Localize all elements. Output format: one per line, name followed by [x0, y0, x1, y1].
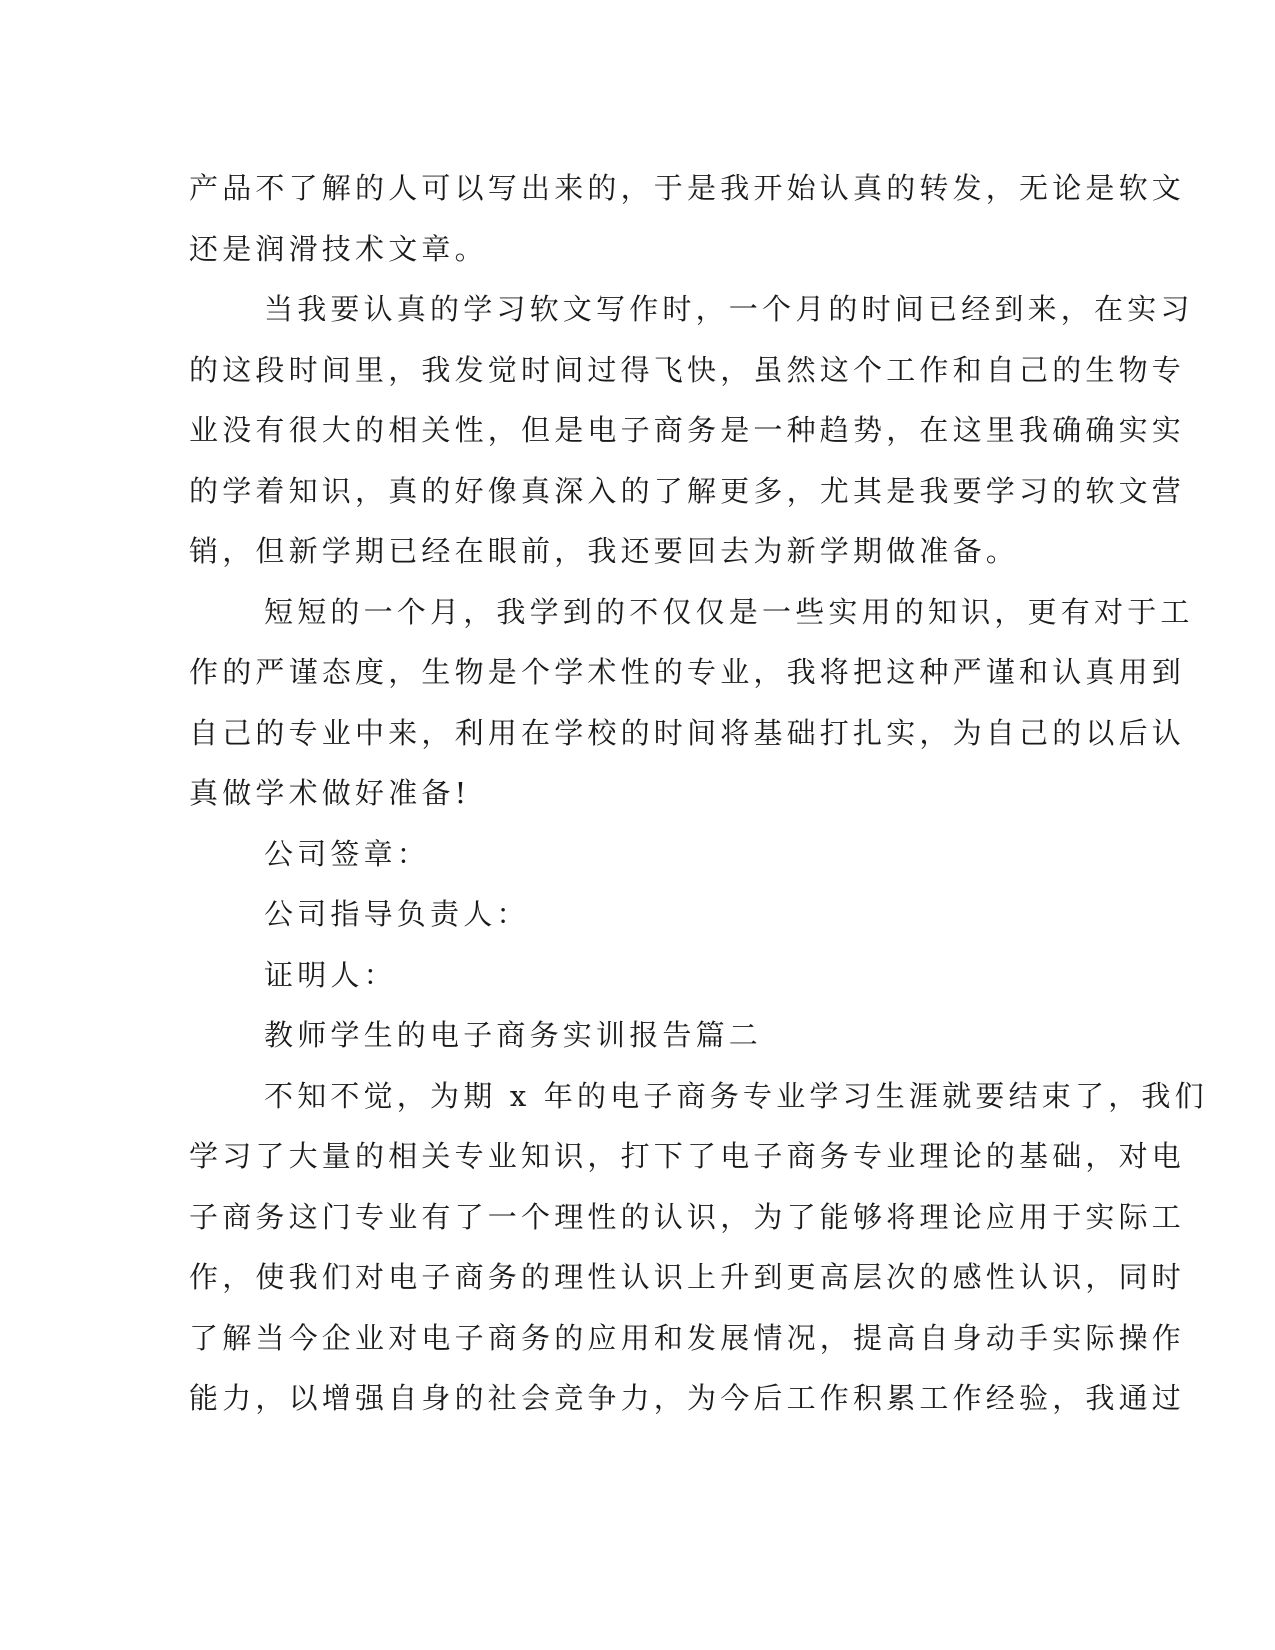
text-line: 教师学生的电子商务实训报告篇二 [264, 1018, 763, 1052]
text-line: 不知不觉，为期 x 年的电子商务专业学习生涯就要结束了，我们 [264, 1078, 1208, 1113]
text-line: 当我要认真的学习软文写作时，一个月的时间已经到来，在实习 [264, 292, 1194, 326]
text-line: 子商务这门专业有了一个理性的认识，为了能够将理论应用于实际工 [189, 1199, 1186, 1234]
text-line: 产品不了解的人可以写出来的，于是我开始认真的转发，无论是软文 [189, 171, 1186, 205]
text-line: 自己的专业中来，利用在学校的时间将基础打扎实，为自己的以后认 [189, 715, 1186, 750]
text-line: 作，使我们对电子商务的理性认识上升到更高层次的感性认识，同时 [189, 1260, 1186, 1294]
text-line: 的学着知识，真的好像真深入的了解更多，尤其是我要学习的软文营 [189, 473, 1186, 508]
text-line: 作的严谨态度，生物是个学术性的专业，我将把这种严谨和认真用到 [189, 655, 1186, 689]
text-line: 公司签章： [264, 836, 431, 871]
text-line: 短短的一个月，我学到的不仅仅是一些实用的知识，更有对于工 [264, 594, 1194, 629]
text-line: 能力，以增强自身的社会竞争力，为今后工作积累工作经验，我通过 [189, 1381, 1186, 1415]
document-body [189, 158, 1208, 1429]
text-line: 公司指导负责人： [264, 897, 530, 931]
text-line: 销，但新学期已经在眼前，我还要回去为新学期做准备。 [189, 534, 1020, 568]
text-line: 了解当今企业对电子商务的应用和发展情况，提高自身动手实际操作 [189, 1320, 1186, 1355]
text-line: 的这段时间里，我发觉时间过得飞快，虽然这个工作和自己的生物专 [189, 352, 1186, 387]
text-line: 真做学术做好准备! [189, 776, 471, 810]
text-line: 业没有很大的相关性，但是电子商务是一种趋势，在这里我确确实实 [189, 413, 1186, 447]
text-line: 还是润滑技术文章。 [189, 231, 488, 266]
text-line: 证明人： [264, 957, 397, 992]
text-line: 学习了大量的相关专业知识，打下了电子商务专业理论的基础，对电 [189, 1139, 1186, 1173]
